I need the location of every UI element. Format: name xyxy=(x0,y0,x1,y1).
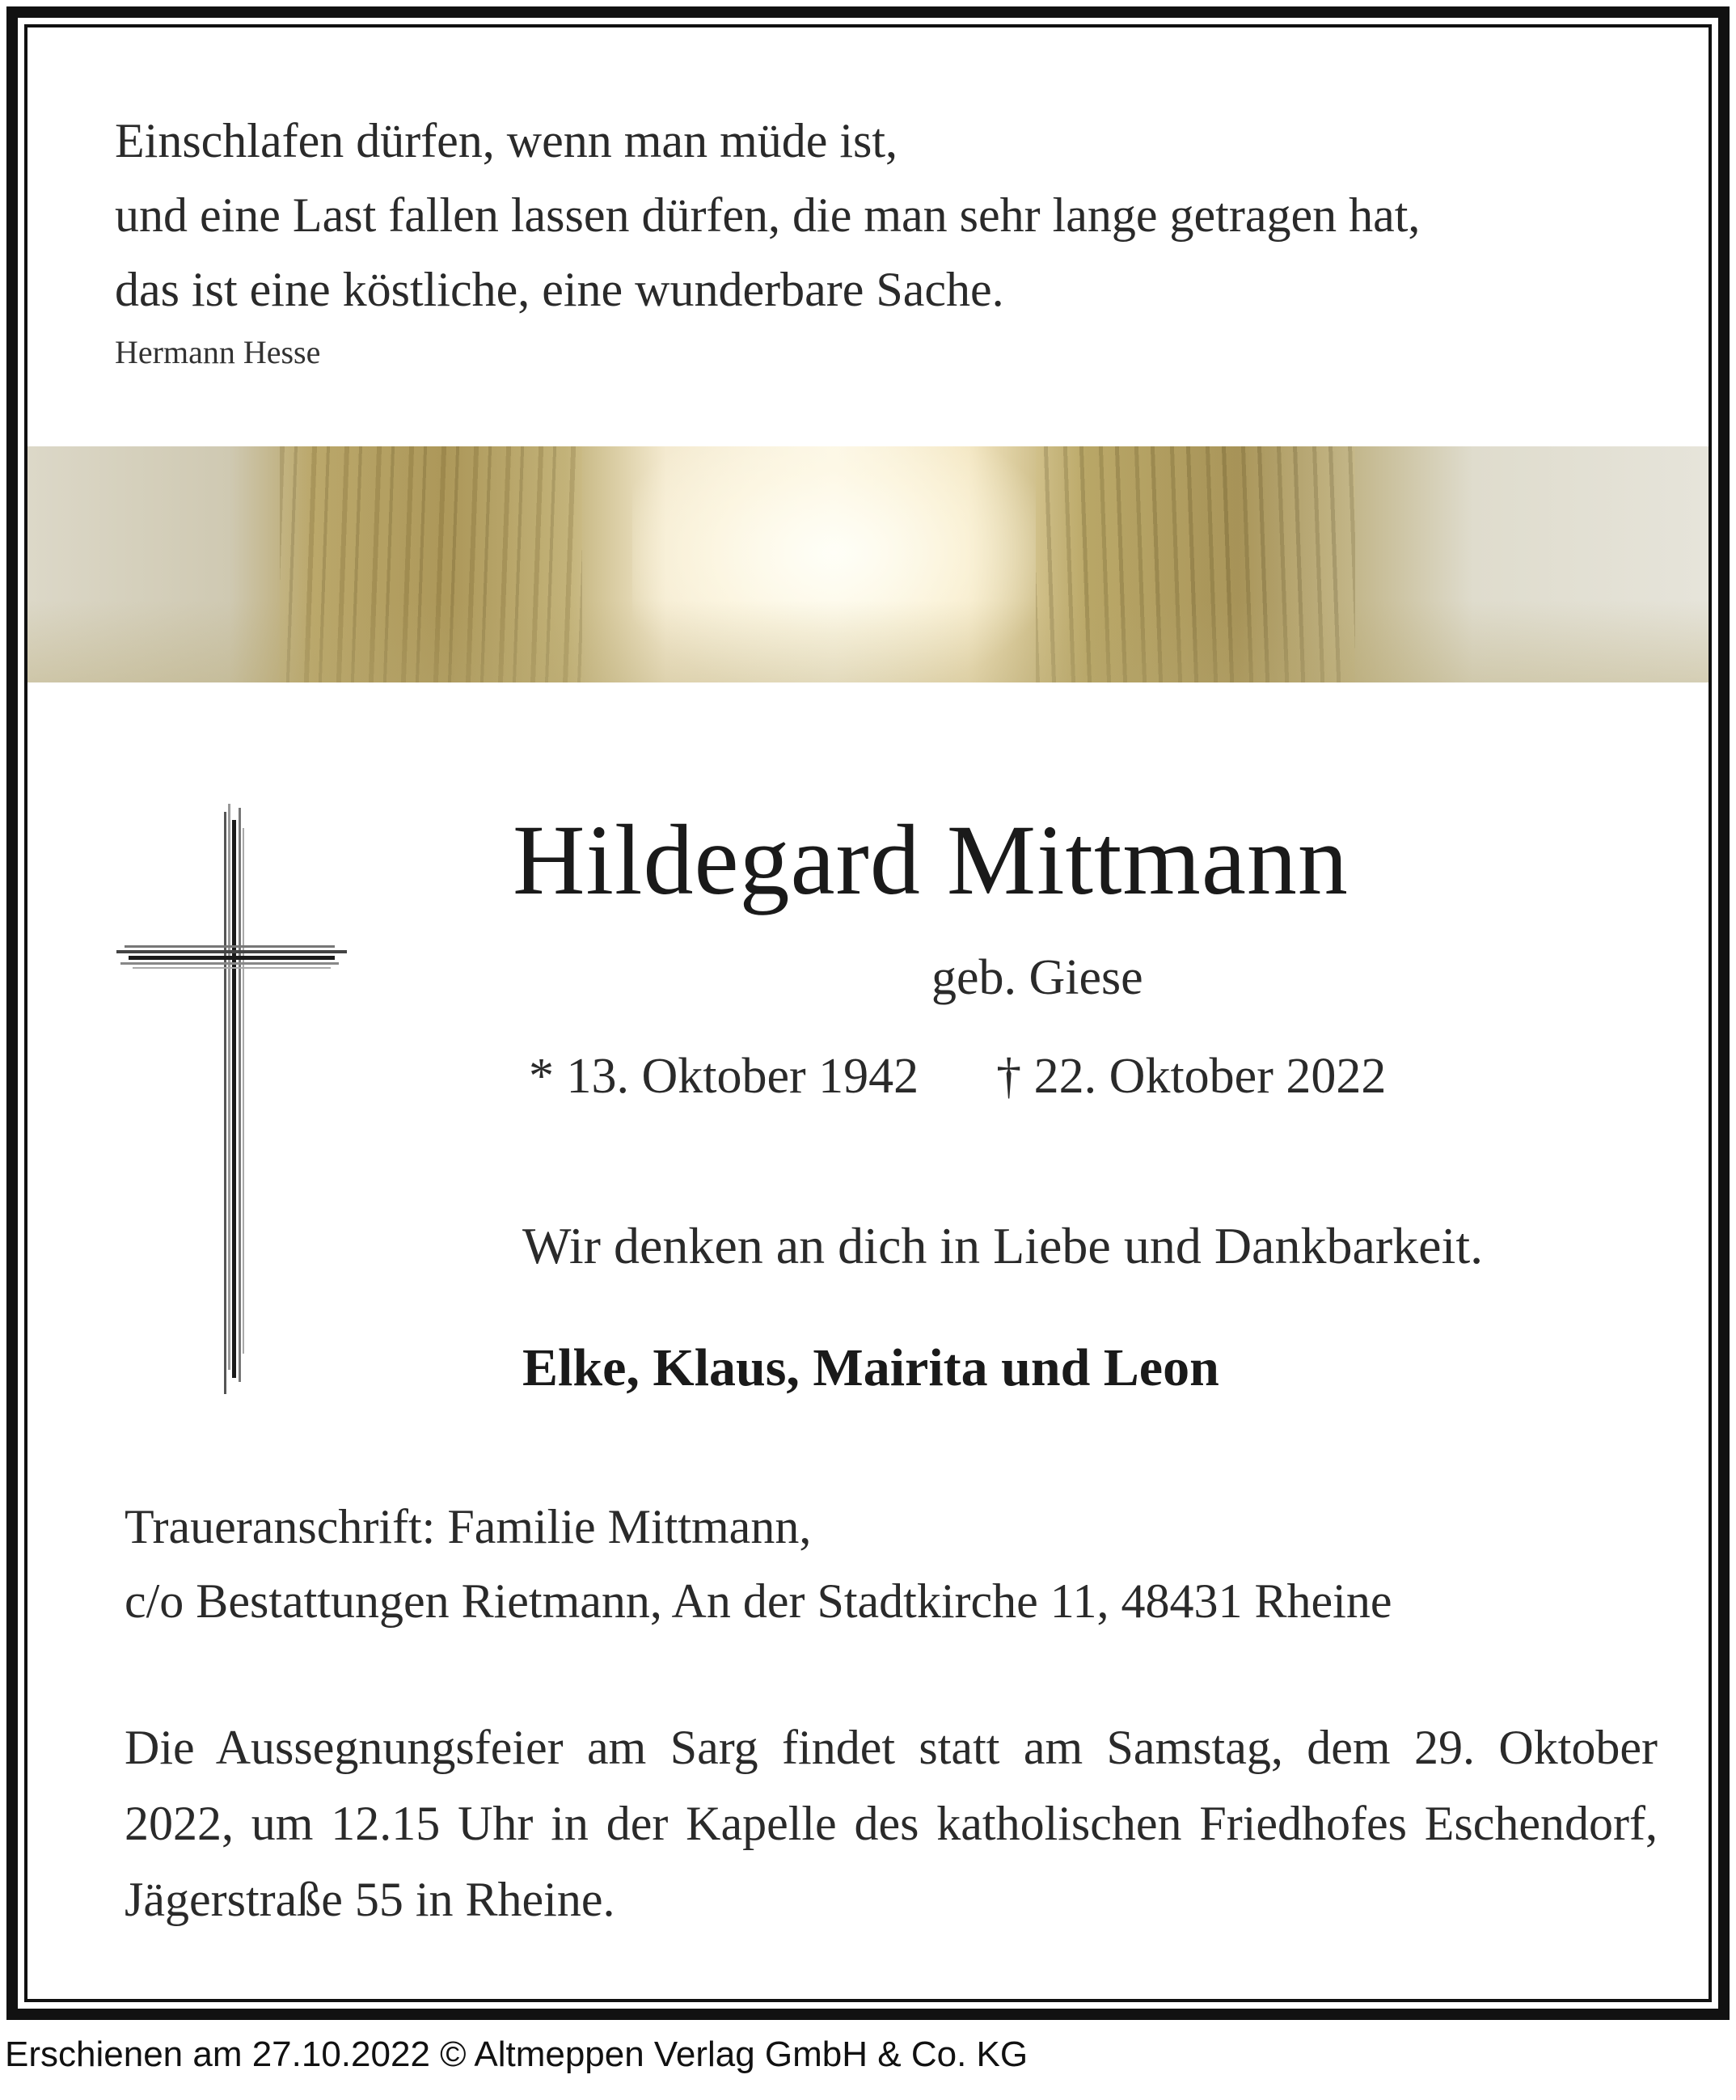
notice-inner-border xyxy=(24,24,1712,2002)
maiden-name: geb. Giese xyxy=(931,950,1143,1005)
photo-path xyxy=(27,600,1709,682)
deceased-name: Hildegard Mittmann xyxy=(513,805,1349,915)
death-date: † 22. Oktober 2022 xyxy=(996,1049,1387,1104)
frame-gap xyxy=(18,18,1718,2009)
quote-line: und eine Last fallen lassen dürfen, die man sehr lange getragen hat, xyxy=(115,188,1421,242)
publication-footer: Erschienen am 27.10.2022 © Altmeppen Verlag GmbH & Co. KG xyxy=(5,2035,1029,2074)
ceremony-info: Die Aussegnungsfeier am Sarg findet statt am Samstag, dem 29. Oktober 2022, um 12.15 Uhr in der Kapelle des katholischen Friedhofes Eschendorf, Jägerstraße 55 in Rheine. xyxy=(125,1721,1658,1926)
birth-date: * 13. Oktober 1942 xyxy=(529,1049,919,1104)
remembrance-text: Wir denken an dich in Liebe und Dankbarkeit. xyxy=(522,1217,1484,1274)
quote-author: Hermann Hesse xyxy=(115,334,321,370)
cross-vertical-beam xyxy=(224,804,244,1394)
notice-content xyxy=(27,27,1709,1999)
christian-cross-icon xyxy=(108,796,351,1402)
mourning-address xyxy=(125,1489,1392,1638)
quote-line: Einschlafen dürfen, wenn man müde ist, xyxy=(115,114,898,167)
notice-frame xyxy=(6,6,1730,2020)
cross-horizontal-beam xyxy=(116,945,347,969)
quote-line: das ist eine köstliche, eine wunderbare Sache. xyxy=(115,263,1004,316)
quote-text xyxy=(115,104,1692,327)
forest-light-photo xyxy=(27,446,1709,682)
family-names: Elke, Klaus, Mairita und Leon xyxy=(522,1338,1219,1397)
life-dates xyxy=(529,1048,1386,1105)
address-line: c/o Bestattungen Rietmann, An der Stadtkirche 11, 48431 Rheine xyxy=(125,1574,1392,1628)
address-line: Traueranschrift: Familie Mittmann, xyxy=(125,1500,812,1553)
